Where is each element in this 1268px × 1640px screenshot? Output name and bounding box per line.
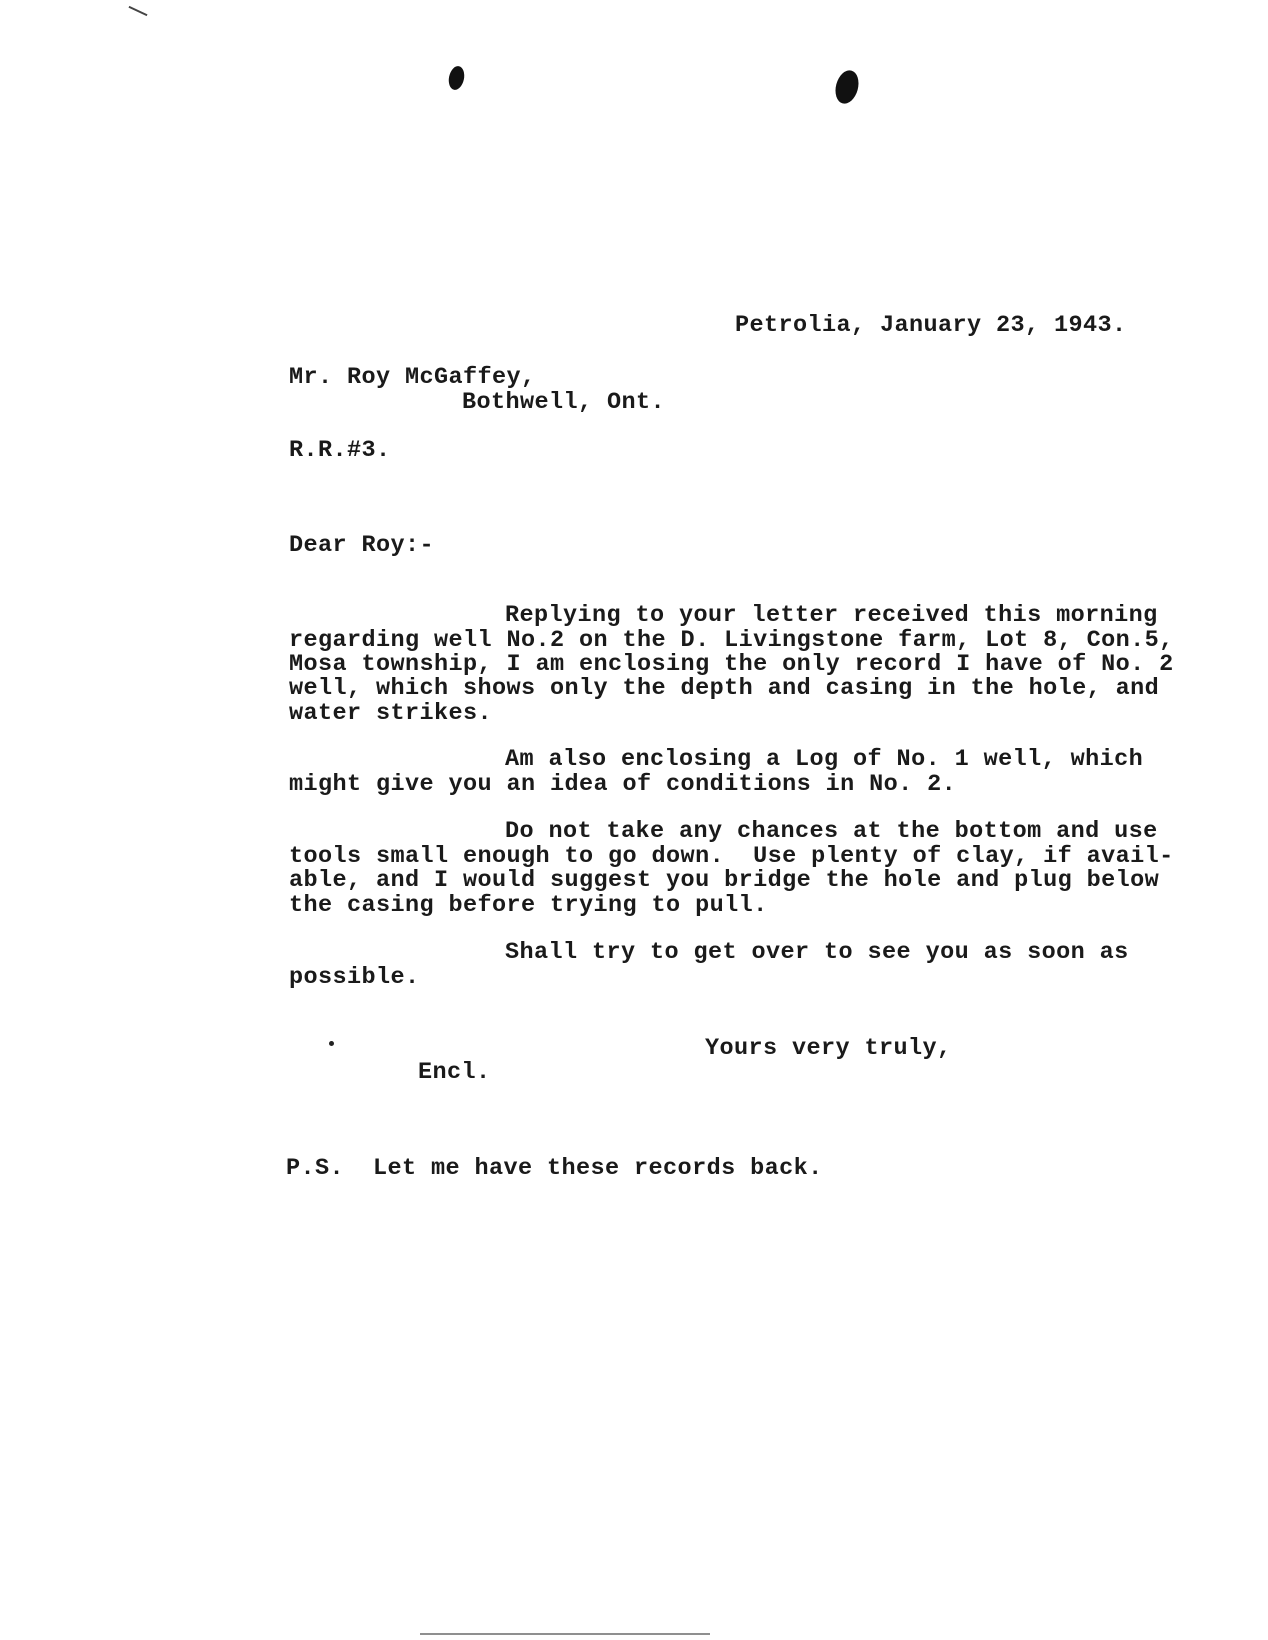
paragraph-line: water strikes. xyxy=(289,700,493,727)
postscript: P.S. Let me have these records back. xyxy=(286,1155,823,1182)
paragraph-line: Mosa township, I am enclosing the only record I have of No. 2 xyxy=(289,651,1174,678)
paragraph-line: the casing before trying to pull. xyxy=(289,892,768,919)
paragraph-line: Do not take any chances at the bottom and use xyxy=(505,818,1158,845)
enclosure-note: Encl. xyxy=(418,1059,491,1086)
paragraph-line: able, and I would suggest you bridge the hole and plug below xyxy=(289,867,1160,894)
punch-hole-left xyxy=(447,65,467,92)
paragraph-line: Replying to your letter received this morning xyxy=(505,602,1158,629)
paragraph-line: Shall try to get over to see you as soon as xyxy=(505,939,1129,966)
paragraph-line: might give you an idea of conditions in No. 2. xyxy=(289,771,957,798)
scan-bottom-edge xyxy=(420,1633,710,1635)
recipient-name: Mr. Roy McGaffey, xyxy=(289,364,536,391)
dateline: Petrolia, January 23, 1943. xyxy=(735,312,1127,339)
paragraph-line: well, which shows only the depth and casing in the hole, and xyxy=(289,675,1160,702)
paragraph-line: regarding well No.2 on the D. Livingstone farm, Lot 8, Con.5, xyxy=(289,627,1174,654)
scan-speck xyxy=(329,1041,334,1046)
recipient-route: R.R.#3. xyxy=(289,437,391,464)
punch-hole-right xyxy=(832,68,862,107)
closing: Yours very truly, xyxy=(705,1035,952,1062)
recipient-town: Bothwell, Ont. xyxy=(462,389,666,416)
paragraph-line: tools small enough to go down. Use plenty of clay, if avail- xyxy=(289,843,1174,870)
salutation: Dear Roy:- xyxy=(289,532,435,559)
paragraph-line: possible. xyxy=(289,964,420,991)
scan-edge-mark xyxy=(129,6,148,16)
paragraph-line: Am also enclosing a Log of No. 1 well, which xyxy=(505,746,1144,773)
